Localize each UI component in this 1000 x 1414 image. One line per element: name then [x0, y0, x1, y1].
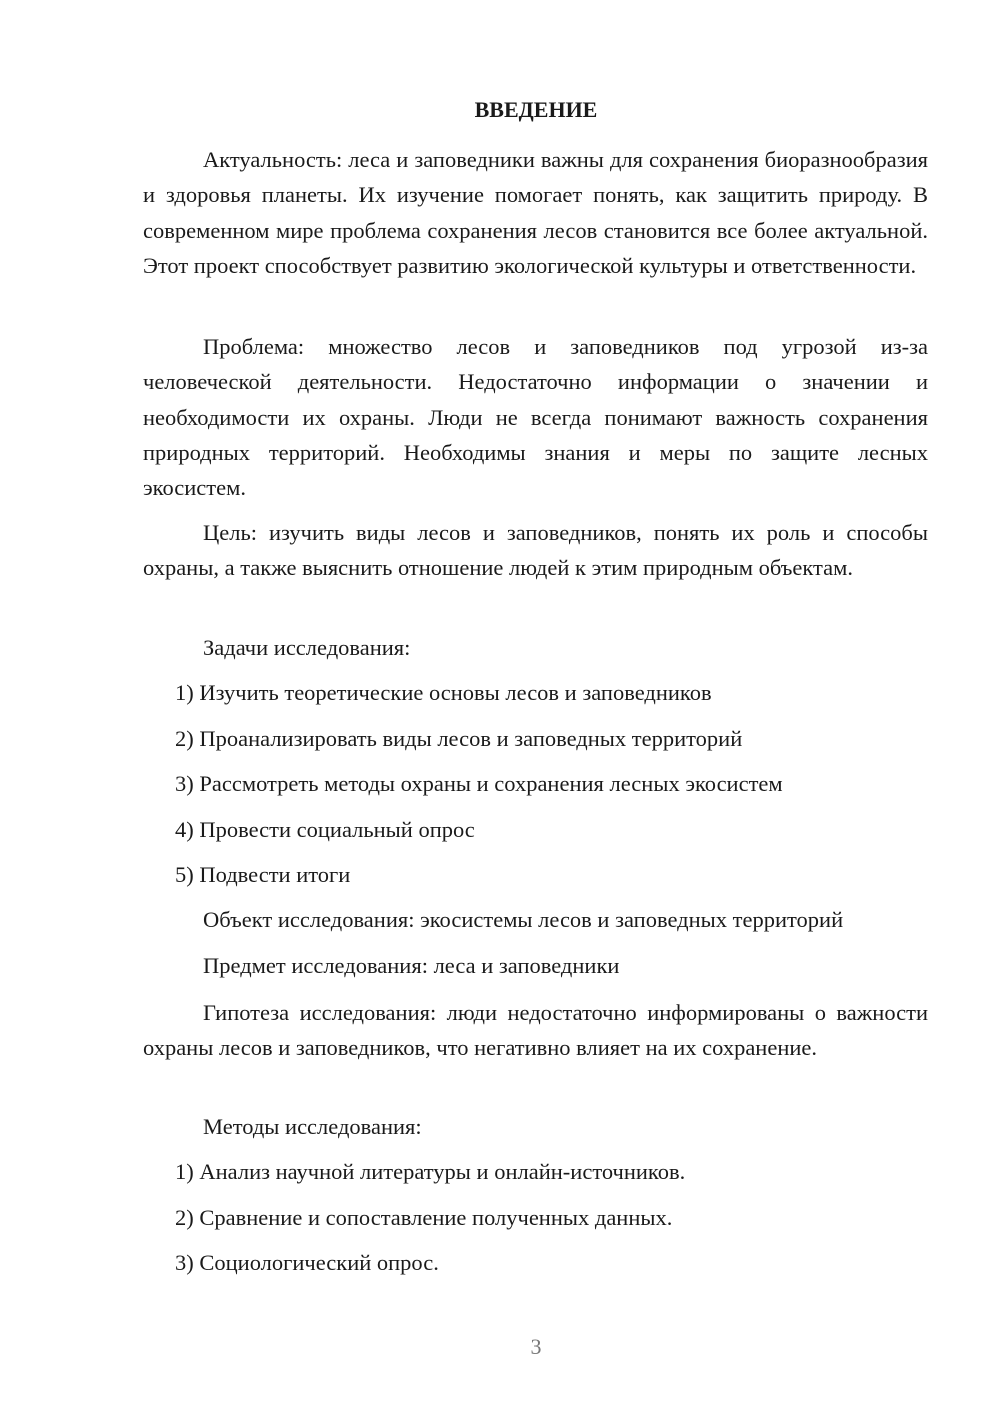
task-item-5: 5) Подвести итоги: [175, 862, 351, 887]
hypothesis-paragraph: Гипотеза исследования: люди недостаточно информированы о важности охраны лесов и заповедников, что негативно влияет на их сохранение.: [143, 1000, 928, 1061]
relevance-paragraph: Актуальность: леса и заповедники важны для сохранения биоразнообразия и здоровья планеты. Их изучение помогает понять, как защитить природу. В современном мире проблема сохранения лесов становится все более актуальной. Этот проект способствует развитию экологической культуры и ответственности.: [143, 147, 928, 278]
task-item-2: 2) Проанализировать виды лесов и заповедных территорий: [175, 726, 743, 751]
tasks-title: Задачи исследования:: [203, 635, 411, 660]
problem-paragraph: Проблема: множество лесов и заповедников под угрозой из-за человеческой деятельности. Недостаточно информации о значении и необходимости их охраны. Люди не всегда понимают важность сохранения природных территорий. Необходимы знания и меры по защите лесных экосистем.: [143, 334, 928, 501]
object-line: Объект исследования: экосистемы лесов и заповедных территорий: [203, 907, 844, 932]
method-item-3: 3) Социологический опрос.: [175, 1250, 439, 1275]
page-number: 3: [530, 1334, 542, 1359]
method-item-1: 1) Анализ научной литературы и онлайн-источников.: [175, 1159, 686, 1184]
page-title: ВВЕДЕНИЕ: [474, 97, 598, 122]
goal-paragraph: Цель: изучить виды лесов и заповедников, понять их роль и способы охраны, а также выяснить отношение людей к этим природным объектам.: [143, 520, 928, 581]
subject-line: Предмет исследования: леса и заповедники: [203, 953, 620, 978]
methods-title: Методы исследования:: [203, 1114, 422, 1139]
task-item-3: 3) Рассмотреть методы охраны и сохранения лесных экосистем: [175, 771, 783, 796]
method-item-2: 2) Сравнение и сопоставление полученных данных.: [175, 1205, 673, 1230]
task-item-1: 1) Изучить теоретические основы лесов и заповедников: [175, 680, 712, 705]
task-item-4: 4) Провести социальный опрос: [175, 817, 475, 842]
